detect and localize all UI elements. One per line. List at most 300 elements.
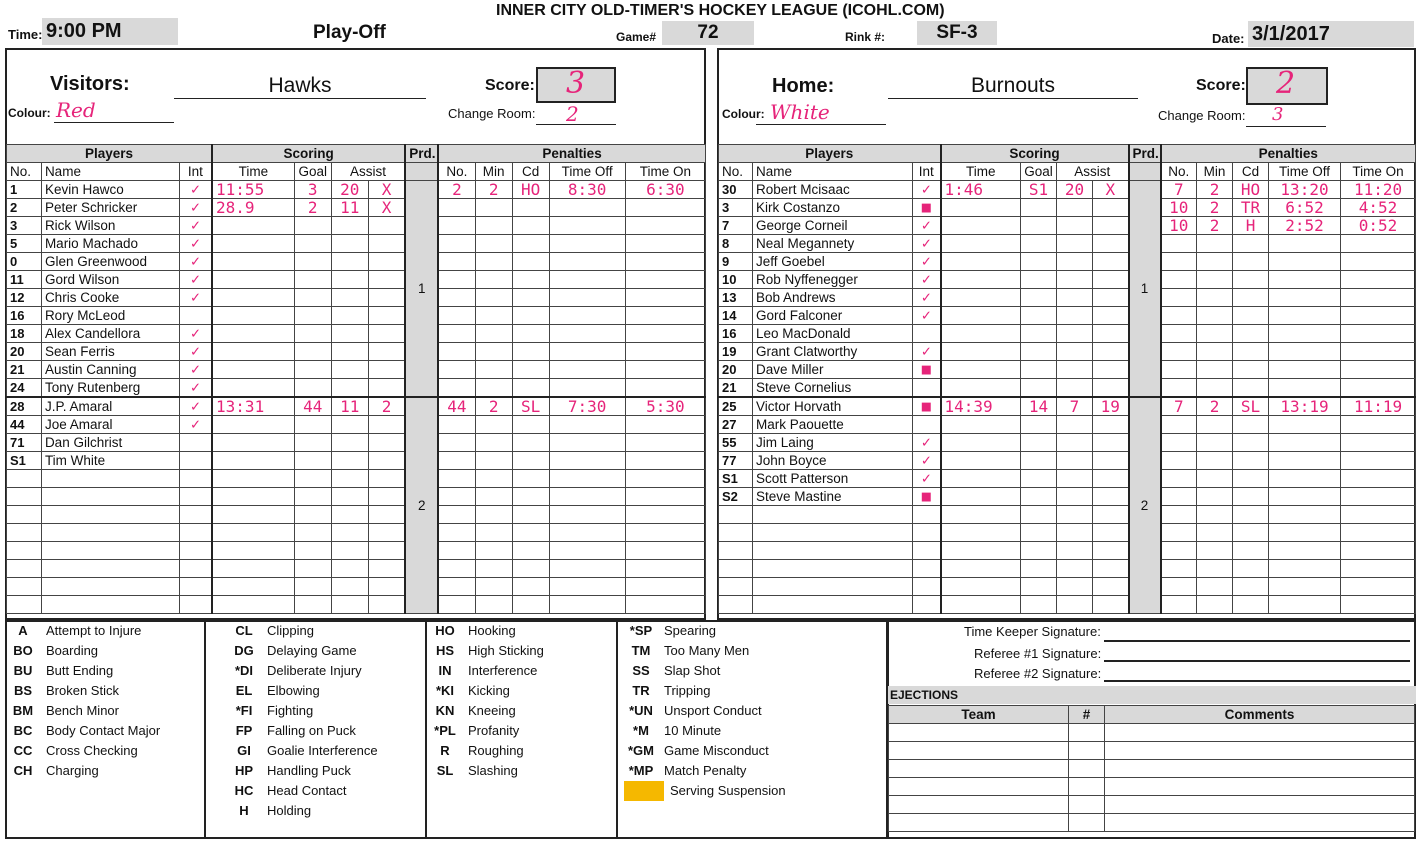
player-number: 30 bbox=[719, 181, 753, 199]
legend-code: *KI bbox=[435, 683, 455, 698]
penalty-minutes bbox=[1197, 343, 1233, 361]
player-int bbox=[913, 596, 941, 614]
score-goal bbox=[294, 235, 331, 253]
penalty-code bbox=[1233, 253, 1269, 271]
penalty-minutes: 2 bbox=[1197, 199, 1233, 217]
penalty-code bbox=[1233, 289, 1269, 307]
col-goal: Goal bbox=[294, 163, 331, 181]
player-number: 16 bbox=[719, 325, 753, 343]
penalty-time-on bbox=[1341, 235, 1416, 253]
penalty-number bbox=[438, 271, 475, 289]
penalty-time-on bbox=[1341, 470, 1416, 488]
referee2-label: Referee #2 Signature: bbox=[974, 666, 1102, 681]
penalty-code bbox=[512, 596, 549, 614]
penalty-minutes: 2 bbox=[475, 397, 512, 416]
score-goal bbox=[1021, 253, 1057, 271]
legend-desc: Butt Ending bbox=[46, 663, 114, 678]
score-assist2 bbox=[1093, 253, 1129, 271]
player-number: 27 bbox=[719, 416, 753, 434]
score-assist2 bbox=[368, 253, 405, 271]
penalty-minutes: 2 bbox=[1197, 217, 1233, 235]
score-time bbox=[941, 343, 1021, 361]
score-time bbox=[941, 434, 1021, 452]
legend-desc: Kicking bbox=[468, 683, 510, 698]
penalty-time-off: 2:52 bbox=[1269, 217, 1341, 235]
score-goal bbox=[294, 506, 331, 524]
score-goal bbox=[294, 452, 331, 470]
legend-item bbox=[6, 681, 204, 701]
penalty-time-off bbox=[1269, 253, 1341, 271]
score-assist bbox=[331, 289, 368, 307]
player-int: ✓ bbox=[913, 253, 941, 271]
score-time bbox=[212, 506, 294, 524]
player-number bbox=[7, 506, 42, 524]
penalty-time-on bbox=[1341, 307, 1416, 325]
penalties-header: Penalties bbox=[438, 145, 705, 163]
legend-code: *UN bbox=[629, 703, 653, 718]
date-label: Date: bbox=[1212, 31, 1245, 46]
legend-desc: Serving Suspension bbox=[670, 783, 786, 798]
penalty-number bbox=[438, 560, 475, 578]
penalty-minutes bbox=[475, 524, 512, 542]
score-time bbox=[941, 379, 1021, 398]
legend-item bbox=[6, 661, 204, 681]
player-int: ✓ bbox=[913, 289, 941, 307]
legend-desc: Goalie Interference bbox=[267, 743, 378, 758]
score-goal bbox=[1021, 271, 1057, 289]
penalty-code: HO bbox=[1233, 181, 1269, 199]
league-title: INNER CITY OLD-TIMER'S HOCKEY LEAGUE (ICOHL.COM) bbox=[496, 2, 945, 19]
penalty-time-off bbox=[549, 343, 625, 361]
score-time bbox=[941, 271, 1021, 289]
score-time bbox=[941, 470, 1021, 488]
player-number: 9 bbox=[719, 253, 753, 271]
penalty-time-on bbox=[1341, 524, 1416, 542]
legend-desc: Spearing bbox=[664, 623, 717, 638]
legend-desc: Hooking bbox=[468, 623, 516, 638]
score-assist bbox=[1057, 199, 1093, 217]
penalty-time-on: 11:19 bbox=[1341, 397, 1416, 416]
score-time bbox=[941, 416, 1021, 434]
penalty-time-off bbox=[1269, 289, 1341, 307]
legend-desc: High Sticking bbox=[468, 643, 544, 658]
penalty-time-off bbox=[1269, 488, 1341, 506]
player-number: 44 bbox=[7, 416, 42, 434]
penalty-time-off bbox=[549, 325, 625, 343]
penalty-number bbox=[1161, 452, 1197, 470]
scoring-header: Scoring bbox=[941, 145, 1129, 163]
score-assist2 bbox=[368, 452, 405, 470]
score-assist bbox=[1057, 217, 1093, 235]
penalty-number bbox=[438, 199, 475, 217]
player-name bbox=[41, 470, 179, 488]
player-number: 1 bbox=[7, 181, 42, 199]
game-number: 72 bbox=[662, 21, 754, 45]
rink-value: SF-3 bbox=[917, 21, 997, 45]
penalty-code bbox=[512, 271, 549, 289]
player-name: Tim White bbox=[41, 452, 179, 470]
penalty-time-off bbox=[1269, 542, 1341, 560]
rink-label: Rink #: bbox=[845, 30, 886, 44]
penalty-time-off: 7:30 bbox=[549, 397, 625, 416]
player-name: Gord Falconer bbox=[753, 307, 913, 325]
legend-desc: Slashing bbox=[468, 763, 518, 778]
score-time bbox=[941, 506, 1021, 524]
ejection-team-cell bbox=[889, 760, 1069, 778]
legend-item bbox=[227, 661, 425, 681]
score-assist2 bbox=[368, 235, 405, 253]
penalty-code bbox=[512, 217, 549, 235]
penalty-code bbox=[1233, 506, 1269, 524]
score-time bbox=[212, 452, 294, 470]
player-int: ✓ bbox=[913, 434, 941, 452]
player-name bbox=[41, 524, 179, 542]
referee2-line[interactable] bbox=[1104, 680, 1410, 682]
penalty-time-off bbox=[1269, 343, 1341, 361]
penalty-minutes bbox=[1197, 506, 1233, 524]
score-assist bbox=[331, 361, 368, 379]
score-assist bbox=[1057, 470, 1093, 488]
penalty-time-on bbox=[625, 542, 705, 560]
penalty-time-on: 0:52 bbox=[1341, 217, 1416, 235]
penalty-minutes bbox=[1197, 379, 1233, 398]
penalty-minutes bbox=[475, 470, 512, 488]
penalty-number bbox=[438, 343, 475, 361]
penalty-time-off bbox=[1269, 578, 1341, 596]
legend-code: BS bbox=[13, 683, 33, 698]
visitors-table bbox=[6, 144, 706, 614]
penalty-time-on bbox=[1341, 506, 1416, 524]
player-name: Tony Rutenberg bbox=[41, 379, 179, 398]
legend-item bbox=[428, 761, 616, 781]
penalty-time-off bbox=[1269, 506, 1341, 524]
penalty-number bbox=[1161, 379, 1197, 398]
score-assist bbox=[331, 271, 368, 289]
player-name: Neal Megannety bbox=[753, 235, 913, 253]
player-number: 21 bbox=[719, 379, 753, 398]
penalty-time-on bbox=[625, 361, 705, 379]
legend-desc: Profanity bbox=[468, 723, 520, 738]
ejection-comments-cell bbox=[1105, 796, 1415, 814]
player-name: Rob Nyffenegger bbox=[753, 271, 913, 289]
penalty-number: 2 bbox=[438, 181, 475, 199]
penalty-time-on bbox=[625, 506, 705, 524]
score-goal bbox=[1021, 452, 1057, 470]
player-int: ✓ bbox=[179, 253, 212, 271]
period-1: 1 bbox=[405, 181, 438, 398]
score-goal bbox=[294, 343, 331, 361]
score-assist bbox=[331, 542, 368, 560]
col-int: Int bbox=[913, 163, 941, 181]
penalty-code: SL bbox=[512, 397, 549, 416]
home-colour-label: Colour: bbox=[722, 107, 765, 121]
ejection-team-cell bbox=[889, 796, 1069, 814]
player-name: John Boyce bbox=[753, 452, 913, 470]
player-name: Rick Wilson bbox=[41, 217, 179, 235]
legend-code: TM bbox=[631, 643, 651, 658]
legend-code bbox=[624, 781, 664, 801]
player-number: 13 bbox=[719, 289, 753, 307]
player-number: 55 bbox=[719, 434, 753, 452]
player-number: 18 bbox=[7, 325, 42, 343]
ejection-comments-cell bbox=[1105, 814, 1415, 832]
penalty-number bbox=[1161, 542, 1197, 560]
player-name: Alex Candellora bbox=[41, 325, 179, 343]
score-time bbox=[941, 488, 1021, 506]
legend-desc: Holding bbox=[267, 803, 312, 818]
score-assist: 20 bbox=[1057, 181, 1093, 199]
penalty-number bbox=[438, 596, 475, 614]
penalty-code: SL bbox=[1233, 397, 1269, 416]
penalty-number: 10 bbox=[1161, 199, 1197, 217]
score-goal bbox=[1021, 235, 1057, 253]
penalty-code bbox=[512, 361, 549, 379]
penalty-time-off bbox=[1269, 235, 1341, 253]
player-int bbox=[913, 325, 941, 343]
legend-item bbox=[227, 621, 425, 641]
player-number: 24 bbox=[7, 379, 42, 398]
game-label: Game# bbox=[616, 30, 657, 44]
penalty-minutes bbox=[475, 253, 512, 271]
score-assist2: X bbox=[1093, 181, 1129, 199]
score-time bbox=[941, 578, 1021, 596]
ejection-comments-cell bbox=[1105, 778, 1415, 796]
penalty-minutes bbox=[475, 379, 512, 398]
game-type: Play-Off bbox=[313, 22, 386, 43]
legend-desc: Roughing bbox=[468, 743, 524, 758]
penalty-minutes bbox=[1197, 271, 1233, 289]
period-1: 1 bbox=[1129, 181, 1161, 398]
score-time bbox=[212, 289, 294, 307]
penalty-time-on bbox=[625, 379, 705, 398]
score-goal: 3 bbox=[294, 181, 331, 199]
player-int: ✓ bbox=[179, 199, 212, 217]
legend-col bbox=[227, 621, 425, 821]
score-assist2 bbox=[368, 578, 405, 596]
player-number: 16 bbox=[7, 307, 42, 325]
legend-code: HC bbox=[234, 783, 254, 798]
score-assist bbox=[1057, 596, 1093, 614]
ejection-number-header: # bbox=[1069, 706, 1105, 724]
score-assist2 bbox=[368, 289, 405, 307]
penalty-time-on: 4:52 bbox=[1341, 199, 1416, 217]
penalties-header: Penalties bbox=[1161, 145, 1416, 163]
score-goal: 44 bbox=[294, 397, 331, 416]
penalty-time-off bbox=[549, 524, 625, 542]
penalty-minutes bbox=[475, 488, 512, 506]
player-name: Peter Schricker bbox=[41, 199, 179, 217]
player-number: 3 bbox=[7, 217, 42, 235]
penalty-code bbox=[512, 434, 549, 452]
penalty-number bbox=[1161, 343, 1197, 361]
period-2: 2 bbox=[405, 397, 438, 614]
legend-item bbox=[624, 681, 884, 701]
penalty-number bbox=[438, 470, 475, 488]
period-header: Prd. bbox=[405, 145, 438, 163]
penalty-code bbox=[512, 253, 549, 271]
player-name bbox=[753, 524, 913, 542]
penalty-code bbox=[1233, 361, 1269, 379]
home-colour-line bbox=[756, 124, 886, 125]
legend-desc: Head Contact bbox=[267, 783, 347, 798]
score-assist bbox=[1057, 434, 1093, 452]
penalty-time-on bbox=[1341, 578, 1416, 596]
penalty-minutes bbox=[475, 199, 512, 217]
col-name: Name bbox=[41, 163, 179, 181]
penalty-number bbox=[1161, 325, 1197, 343]
score-assist bbox=[331, 434, 368, 452]
legend-item bbox=[227, 641, 425, 661]
legend-item bbox=[624, 781, 884, 801]
legend-item bbox=[6, 701, 204, 721]
legend-item bbox=[624, 641, 884, 661]
legend-item bbox=[428, 701, 616, 721]
legend-desc: Elbowing bbox=[267, 683, 320, 698]
penalty-code bbox=[512, 488, 549, 506]
penalty-time-on bbox=[625, 578, 705, 596]
score-assist bbox=[1057, 361, 1093, 379]
timekeeper-line[interactable] bbox=[1104, 640, 1410, 642]
legend-item bbox=[428, 741, 616, 761]
player-number: 28 bbox=[7, 397, 42, 416]
score-assist2 bbox=[1093, 560, 1129, 578]
legend-desc: Handling Puck bbox=[267, 763, 351, 778]
penalty-number bbox=[1161, 307, 1197, 325]
penalty-minutes bbox=[1197, 452, 1233, 470]
ejections-title: EJECTIONS bbox=[888, 686, 1416, 704]
legend-item bbox=[227, 801, 425, 821]
penalty-time-off: 8:30 bbox=[549, 181, 625, 199]
score-time bbox=[941, 289, 1021, 307]
player-int bbox=[913, 542, 941, 560]
legend-desc: Clipping bbox=[267, 623, 314, 638]
penalty-time-off bbox=[549, 560, 625, 578]
legend-code: BO bbox=[13, 643, 33, 658]
legend-code: *FI bbox=[235, 703, 253, 718]
score-time bbox=[212, 434, 294, 452]
player-number bbox=[7, 578, 42, 596]
penalty-code bbox=[1233, 470, 1269, 488]
penalty-number bbox=[1161, 524, 1197, 542]
score-assist bbox=[1057, 578, 1093, 596]
score-assist bbox=[331, 235, 368, 253]
penalty-number bbox=[1161, 578, 1197, 596]
score-assist: 11 bbox=[331, 199, 368, 217]
score-assist2 bbox=[1093, 578, 1129, 596]
legend-desc: Broken Stick bbox=[46, 683, 119, 698]
score-time bbox=[212, 542, 294, 560]
penalty-code: HO bbox=[512, 181, 549, 199]
score-time bbox=[212, 379, 294, 398]
penalty-time-off bbox=[549, 361, 625, 379]
visitors-score-label: Score: bbox=[485, 77, 535, 94]
score-time bbox=[212, 361, 294, 379]
player-number bbox=[7, 560, 42, 578]
player-int bbox=[179, 596, 212, 614]
legend-item bbox=[624, 721, 884, 741]
penalty-number bbox=[1161, 416, 1197, 434]
player-int bbox=[179, 452, 212, 470]
score-assist2 bbox=[1093, 434, 1129, 452]
score-goal bbox=[294, 307, 331, 325]
score-assist2 bbox=[1093, 379, 1129, 398]
player-number bbox=[7, 596, 42, 614]
penalty-code bbox=[1233, 560, 1269, 578]
score-assist2: 2 bbox=[368, 397, 405, 416]
penalty-time-on bbox=[625, 325, 705, 343]
legend-desc: Cross Checking bbox=[46, 743, 138, 758]
score-goal bbox=[1021, 506, 1057, 524]
score-time: 28.9 bbox=[212, 199, 294, 217]
legend-code: SS bbox=[632, 663, 650, 678]
player-name: Dave Miller bbox=[753, 361, 913, 379]
score-assist2 bbox=[368, 307, 405, 325]
score-time bbox=[941, 542, 1021, 560]
col-prd bbox=[405, 163, 438, 181]
legend-item bbox=[227, 781, 425, 801]
score-assist bbox=[1057, 379, 1093, 398]
penalty-time-off: 13:19 bbox=[1269, 397, 1341, 416]
player-int: ✓ bbox=[913, 271, 941, 289]
referee1-line[interactable] bbox=[1104, 660, 1410, 662]
penalty-minutes: 2 bbox=[1197, 181, 1233, 199]
legend-divider bbox=[616, 620, 618, 839]
penalty-time-off bbox=[1269, 452, 1341, 470]
legend-code: TR bbox=[632, 683, 650, 698]
penalty-time-on bbox=[625, 217, 705, 235]
penalty-time-off bbox=[1269, 379, 1341, 398]
penalty-minutes bbox=[475, 343, 512, 361]
player-name: Leo MacDonald bbox=[753, 325, 913, 343]
penalty-code bbox=[1233, 488, 1269, 506]
legend-desc: Unsport Conduct bbox=[664, 703, 762, 718]
score-time bbox=[212, 307, 294, 325]
penalty-minutes bbox=[1197, 578, 1233, 596]
player-number bbox=[7, 470, 42, 488]
penalty-number bbox=[438, 578, 475, 596]
penalty-minutes bbox=[1197, 542, 1233, 560]
score-time bbox=[941, 596, 1021, 614]
score-goal bbox=[294, 560, 331, 578]
col-prd bbox=[1129, 163, 1161, 181]
penalty-code bbox=[512, 524, 549, 542]
score-goal: 14 bbox=[1021, 397, 1057, 416]
score-assist bbox=[331, 253, 368, 271]
legend-code: BC bbox=[13, 723, 33, 738]
legend-item bbox=[624, 701, 884, 721]
score-assist bbox=[331, 596, 368, 614]
legend-item bbox=[624, 761, 884, 781]
score-assist bbox=[331, 470, 368, 488]
score-goal: 2 bbox=[294, 199, 331, 217]
ejection-number-cell bbox=[1069, 778, 1105, 796]
score-goal bbox=[1021, 560, 1057, 578]
player-int bbox=[913, 524, 941, 542]
player-name: Kevin Hawco bbox=[41, 181, 179, 199]
visitors-team: Hawks bbox=[174, 74, 426, 99]
score-assist bbox=[1057, 560, 1093, 578]
player-int bbox=[179, 542, 212, 560]
score-goal bbox=[294, 542, 331, 560]
home-room-line bbox=[1246, 126, 1326, 127]
penalty-time-on bbox=[625, 434, 705, 452]
player-number: 14 bbox=[719, 307, 753, 325]
penalty-time-off bbox=[549, 596, 625, 614]
player-number: 19 bbox=[719, 343, 753, 361]
penalty-time-on bbox=[1341, 542, 1416, 560]
score-time bbox=[212, 217, 294, 235]
legend-code: A bbox=[18, 623, 28, 638]
